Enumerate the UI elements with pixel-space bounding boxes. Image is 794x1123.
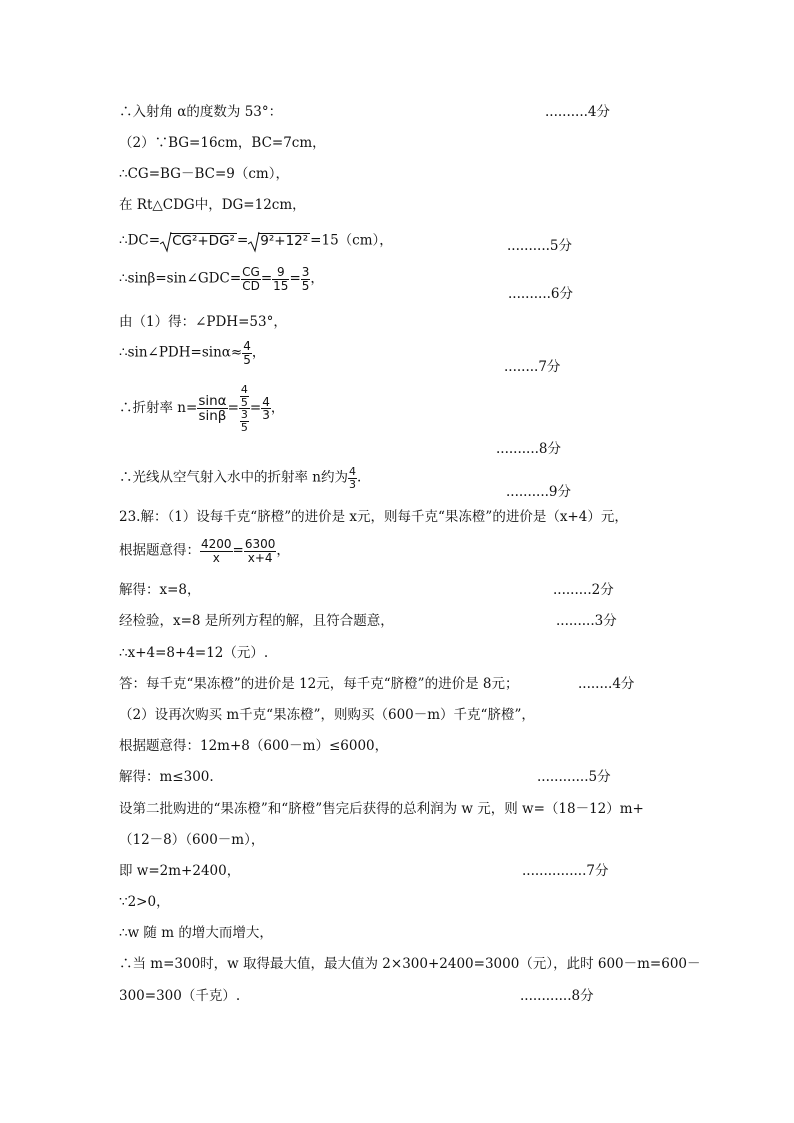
comma: ， <box>310 270 324 287</box>
denominator: 5 <box>301 278 310 293</box>
denominator: 5 <box>240 395 248 409</box>
comma: ， <box>276 542 290 559</box>
denominator: x <box>212 550 220 565</box>
denominator: CD <box>242 278 260 293</box>
fraction-4-3 <box>348 466 357 490</box>
score-mark: ..........5分 <box>507 238 573 254</box>
numerator: 6300 <box>244 537 276 551</box>
numerator: sinα <box>198 392 227 409</box>
radical-1 <box>160 233 237 249</box>
equation-prefix: 根据题意得： <box>119 542 200 559</box>
numerator: 4 <box>243 339 251 353</box>
solution-line-26: 300=300（千克）. <box>119 988 241 1004</box>
score-mark: ........7分 <box>504 359 561 375</box>
score-mark: ..........9分 <box>506 484 572 500</box>
equals-sign: = <box>289 270 301 287</box>
radicand-2: 9²+12² <box>260 233 309 249</box>
radicand-1: CG²+DG² <box>172 233 235 249</box>
denominator: x+4 <box>247 550 273 565</box>
solution-line-25: ∴当 m=300时，w 取得最大值，最大值为 2×300+2400=3000（元），此时 600－m=600－ <box>119 956 701 972</box>
denominator: 5 <box>243 352 251 367</box>
solution-line-17: （2）设再次购买 m千克“果冻橙”，则购买（600－m）千克“脐橙”， <box>119 707 535 723</box>
solution-line-3: ∴CG=BG－BC=9（cm）， <box>119 166 289 182</box>
radical-2 <box>248 233 310 249</box>
solution-line-11: 23.解：（1）设每千克“脐橙”的进价是 x元，则每千克“果冻橙”的进价是（x+4）元， <box>119 509 628 525</box>
numerator: 4 <box>262 394 270 409</box>
equals-sign: = <box>236 232 249 249</box>
score-mark: ..........6分 <box>508 286 574 302</box>
solution-line-4: 在 Rt△CDG中，DG=12cm， <box>119 197 306 213</box>
numerator: 4 <box>349 465 356 478</box>
solution-line-20: 设第二批购进的“果冻橙”和“脐橙”售完后获得的总利润为 w 元，则 w=（18－12）m+ <box>119 801 644 817</box>
score-mark: ............5分 <box>537 769 611 785</box>
solution-line-22: 即 w=2m+2400， <box>119 863 241 879</box>
solution-line-23: ∵2>0， <box>119 894 170 910</box>
solution-line-6 <box>119 266 324 292</box>
comma: ， <box>251 344 266 361</box>
dc-prefix: ∴DC= <box>119 232 161 249</box>
score-mark: ........4分 <box>578 676 635 692</box>
dc-result: =15（cm）， <box>310 232 393 249</box>
fraction-4-5 <box>242 340 252 366</box>
inner-fraction <box>240 384 249 408</box>
numerator <box>239 384 250 409</box>
score-mark: .........2分 <box>553 582 614 598</box>
solution-line-8 <box>119 340 265 366</box>
fraction-3-5 <box>301 266 311 292</box>
solution-line-12 <box>119 538 290 564</box>
denominator <box>239 409 250 433</box>
score-mark: ...............7分 <box>522 863 609 879</box>
numerator: 9 <box>272 266 289 280</box>
fraction-cg-cd <box>241 266 261 292</box>
score-mark: ............8分 <box>520 988 594 1004</box>
numerator: CG <box>242 265 260 279</box>
solution-line-1: ∴入射角 α的度数为 53°： <box>119 104 283 120</box>
compound-fraction <box>239 384 250 433</box>
denominator: 3 <box>349 477 356 491</box>
score-mark: .........3分 <box>556 613 617 629</box>
denominator: sinβ <box>198 408 227 425</box>
refraction-prefix: ∴折射率 n= <box>119 400 198 417</box>
solution-line-13: 解得：x=8， <box>119 582 201 598</box>
equals-sign: = <box>260 270 273 287</box>
solution-line-24: ∴w 随 m 的增大而增大， <box>119 925 273 941</box>
equals-sign: = <box>232 542 244 559</box>
sqrt-icon <box>248 231 260 253</box>
denominator: 5 <box>240 420 248 434</box>
period: . <box>357 469 362 486</box>
sin-beta-prefix: ∴sinβ=sin∠GDC= <box>119 270 242 287</box>
denominator: 15 <box>273 278 289 293</box>
numerator: 3 <box>240 408 248 422</box>
numerator: 3 <box>301 265 310 279</box>
conclusion-text: ∴光线从空气射入水中的折射率 n约为 <box>119 469 348 486</box>
solution-line-19: 解得：m≤300. <box>119 769 214 785</box>
numerator: 4 <box>240 383 248 396</box>
numerator: 4200 <box>201 537 232 551</box>
fraction-6300-x4 <box>244 538 277 564</box>
equals-sign: = <box>249 400 262 417</box>
solution-line-14: 经检验，x=8 是所列方程的解，且符合题意， <box>119 613 394 629</box>
solution-line-10 <box>119 466 361 490</box>
solution-line-5 <box>119 233 393 249</box>
equals-sign: = <box>227 400 239 417</box>
score-mark: ..........4分 <box>545 104 611 120</box>
solution-line-18: 根据题意得：12m+8（600－m）≤6000， <box>119 738 389 754</box>
fraction-4200-x <box>200 538 233 564</box>
solution-line-21: （12－8）（600－m）， <box>119 832 265 848</box>
inner-fraction <box>240 409 249 433</box>
solution-line-16: 答：每千克“果冻橙”的进价是 12元，每千克“脐橙”的进价是 8元； <box>119 676 519 692</box>
solution-line-7: 由（1）得：∠PDH=53°， <box>119 314 287 330</box>
sqrt-icon <box>160 231 172 253</box>
solution-line-2: （2）∵BG=16cm，BC=7cm， <box>119 135 326 151</box>
score-mark: ..........8分 <box>496 441 562 457</box>
solution-line-9 <box>119 384 284 433</box>
fraction-9-15 <box>272 266 289 292</box>
denominator: 3 <box>262 408 270 423</box>
solution-line-15: ∴x+4=8+4=12（元）. <box>119 645 269 661</box>
fraction-sin-ratio <box>197 394 227 423</box>
sin-pdh-prefix: ∴sin∠PDH=sinα≈ <box>119 344 243 361</box>
comma: ， <box>270 400 285 417</box>
fraction-4-3 <box>261 396 271 422</box>
